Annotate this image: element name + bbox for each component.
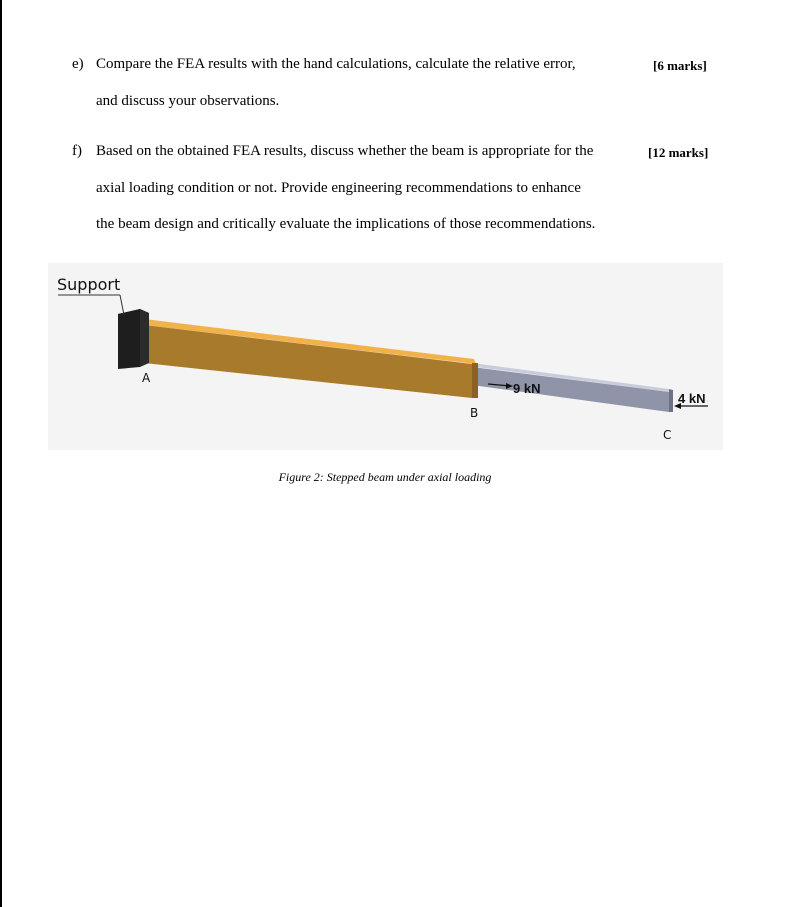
question-e-line-2: and discuss your observations.	[96, 93, 280, 109]
question-f-letter: f)	[72, 143, 82, 159]
segment-ab-end	[472, 363, 478, 398]
segment-bc-end	[669, 389, 673, 412]
page-left-border	[0, 0, 2, 907]
load-c-label: 4 kN	[678, 391, 706, 406]
point-b-label: B	[470, 406, 479, 420]
question-f-line-2: axial loading condition or not. Provide engineering recommendations to enhance	[96, 180, 581, 196]
support-label: Support	[57, 275, 121, 294]
support-block	[118, 309, 140, 369]
stepped-beam-figure	[48, 263, 723, 450]
point-a-label: A	[142, 371, 151, 385]
figure-caption: Figure 2: Stepped beam under axial loading	[278, 470, 492, 484]
question-e-marks: [6 marks]	[653, 58, 707, 73]
question-e-letter: e)	[72, 56, 84, 72]
load-b-label: 9 kN	[513, 381, 541, 396]
point-c-label: C	[663, 428, 672, 442]
question-e-line-1: Compare the FEA results with the hand calculations, calculate the relative error,	[96, 56, 576, 72]
support-block-side	[140, 309, 149, 367]
question-f-line-1: Based on the obtained FEA results, discuss whether the beam is appropriate for the	[96, 143, 594, 159]
question-f-line-3: the beam design and critically evaluate the implications of those recommendations.	[96, 216, 596, 232]
question-f-marks: [12 marks]	[648, 145, 709, 160]
